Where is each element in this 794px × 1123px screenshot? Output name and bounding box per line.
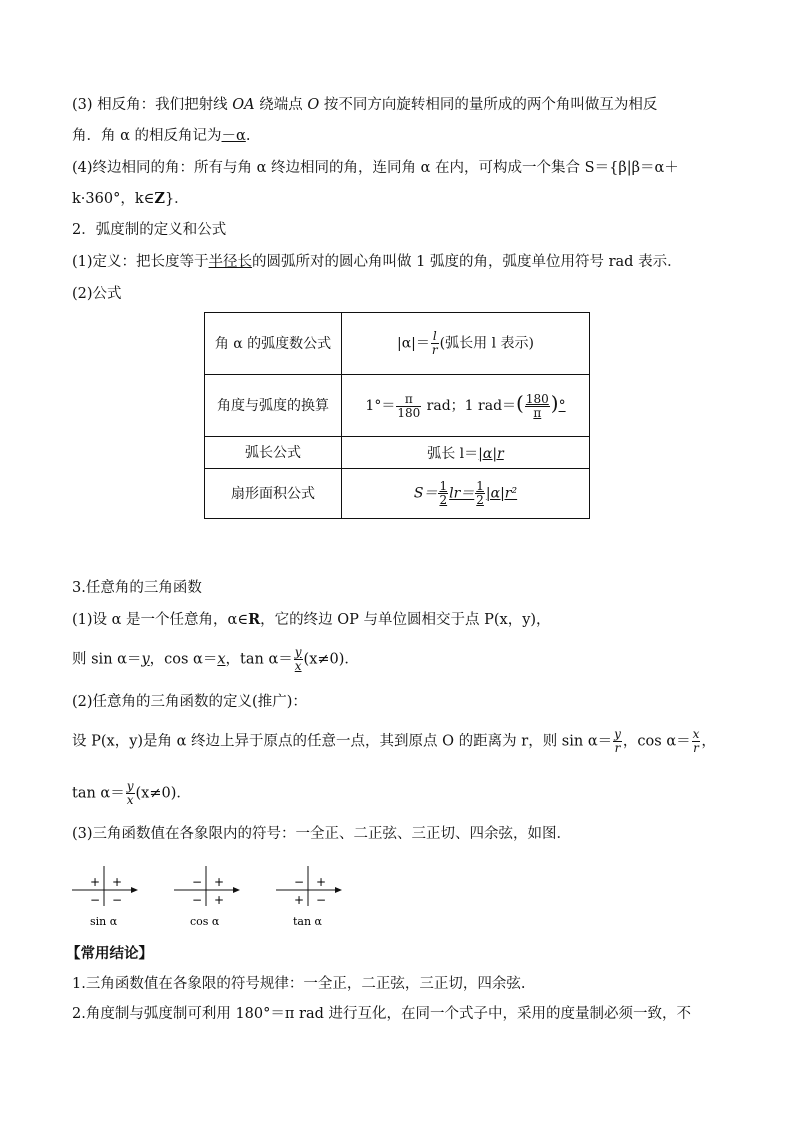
table-cell-arc-length-label: 弧长公式 — [205, 437, 342, 469]
table-cell-conversion: 1°＝ $\frac{\pi}{180}$ rad；1 rad＝( $\frac{180}{\pi}$ )° — [342, 375, 590, 437]
quadrant-diagram-tan — [276, 862, 348, 932]
quadrant-diagram-cos — [174, 862, 246, 932]
quadrant-label: tan α — [293, 915, 322, 928]
radian-formula-table — [204, 312, 590, 519]
general-definition-line2: tan α＝ $\frac{y}{x}$ (x≠0)． — [72, 779, 191, 807]
table-cell-conversion-label: 角度与弧度的换算 — [205, 375, 342, 437]
quadrant-signs-text: (3)三角函数值在各象限内的符号：一全正、二正弦、三正切、四余弦，如图． — [72, 826, 572, 842]
sign-q4: − — [112, 893, 123, 907]
paragraph-opposite-angle-line1: (3) 相反角：我们把射线 OA 绕端点 O 按不同方向旋转相同的量所成的两个角叫做互为相反 — [72, 97, 658, 113]
table-row — [205, 313, 590, 375]
fraction-y-over-r: $\frac{y}{r}$ — [614, 727, 621, 755]
unit-circle-values: 则 sin α＝y，cos α＝x，tan α＝ $\frac{y}{x}$ (x≠0)． — [72, 645, 359, 673]
sign-q3: − — [90, 893, 101, 907]
table-cell-radian-formula-label: 角 α 的弧度数公式 — [205, 313, 342, 375]
paragraph-opposite-angle-line2: 角．角 α 的相反角记为－α. — [72, 128, 251, 144]
conclusion-1: 1.三角函数值在各象限的符号规律：一全正，二正弦，三正切，四余弦. — [72, 976, 526, 992]
quadrant-label: sin α — [90, 915, 118, 928]
fraction-x-over-r: $\frac{x}{r}$ — [692, 727, 700, 755]
answer-radius-length: 半径长 — [208, 254, 253, 270]
quadrant-label: cos α — [190, 915, 220, 928]
table-row — [205, 469, 590, 519]
general-definition-title: (2)任意角的三角函数的定义(推广)： — [72, 694, 307, 710]
sign-q1: + — [214, 875, 225, 889]
conclusion-title: 【常用结论】 — [66, 945, 153, 962]
sign-q3: + — [294, 893, 305, 907]
quadrant-diagram-sin — [72, 862, 144, 932]
paragraph-coterminal-line2: k·360°，k∈Z}． — [72, 190, 189, 207]
sign-q2: − — [294, 875, 305, 889]
sign-q1: + — [112, 875, 123, 889]
formula-label: (2)公式 — [72, 286, 122, 302]
answer-arc-length: |α|r — [478, 445, 504, 462]
table-cell-sector-area-label: 扇形面积公式 — [205, 469, 342, 519]
sign-q3: − — [192, 893, 203, 907]
answer-cos: x — [217, 651, 226, 668]
fraction-180-over-pi: $\frac{180}{\pi}$ — [525, 391, 549, 420]
paren-left: ( — [516, 391, 524, 416]
fraction-one-half: $\frac{1}{2}$ — [439, 479, 448, 507]
table-cell-radian-formula: |α|＝ $\frac{l}{r}$ (弧长用 l 表示) — [342, 313, 590, 375]
table-cell-sector-area: S＝ $\frac{1}{2}$ lr＝ $\frac{1}{2}$ |α|r² — [342, 469, 590, 519]
sign-q2: + — [90, 875, 101, 889]
table-row — [205, 375, 590, 437]
paragraph-coterminal-line1: (4)终边相同的角：所有与角 α 终边相同的角，连同角 α 在内，可构成一个集合 S＝{β|β＝α＋ — [72, 160, 679, 176]
conclusion-2: 2.角度制与弧度制可利用 180°＝π rad 进行互化，在同一个式子中，采用的度量制必须一致，不 — [72, 1006, 691, 1022]
fraction-y-over-x-2: $\frac{y}{x}$ — [126, 779, 134, 807]
section-2-title: 2．弧度制的定义和公式 — [72, 222, 227, 238]
fraction-l-over-r: $\frac{l}{r}$ — [431, 329, 438, 357]
sign-q4: + — [214, 893, 225, 907]
sign-q4: − — [316, 893, 327, 907]
answer-opposite-angle: －α — [221, 128, 246, 144]
unit-circle-definition: (1)设 α 是一个任意角，α∈R，它的终边 OP 与单位圆相交于点 P(x，y)， — [72, 611, 551, 628]
section-3-title: 3.任意角的三角函数 — [72, 580, 202, 596]
sign-q1: + — [316, 875, 327, 889]
radian-definition: (1)定义：把长度等于半径长的圆弧所对的圆心角叫做 1 弧度的角，弧度单位用符号 rad 表示． — [72, 254, 682, 270]
fraction-pi-over-180: $\frac{\pi}{180}$ — [397, 391, 421, 420]
fraction-one-half-2: $\frac{1}{2}$ — [476, 479, 484, 507]
table-row — [205, 437, 590, 469]
table-cell-arc-length: 弧长 l＝|α|r — [342, 437, 590, 469]
sign-q2: − — [192, 875, 203, 889]
answer-sin: y — [141, 651, 150, 668]
fraction-y-over-x: $\frac{y}{x}$ — [294, 645, 302, 673]
paren-right: ) — [550, 391, 559, 416]
general-definition-line1: 设 P(x，y)是角 α 终边上异于原点的任意一点，其到原点 O 的距离为 r，则 sin α＝ $\frac{y}{r}$ ，cos α＝ $\frac{x}{r}$ ， — [72, 727, 716, 755]
